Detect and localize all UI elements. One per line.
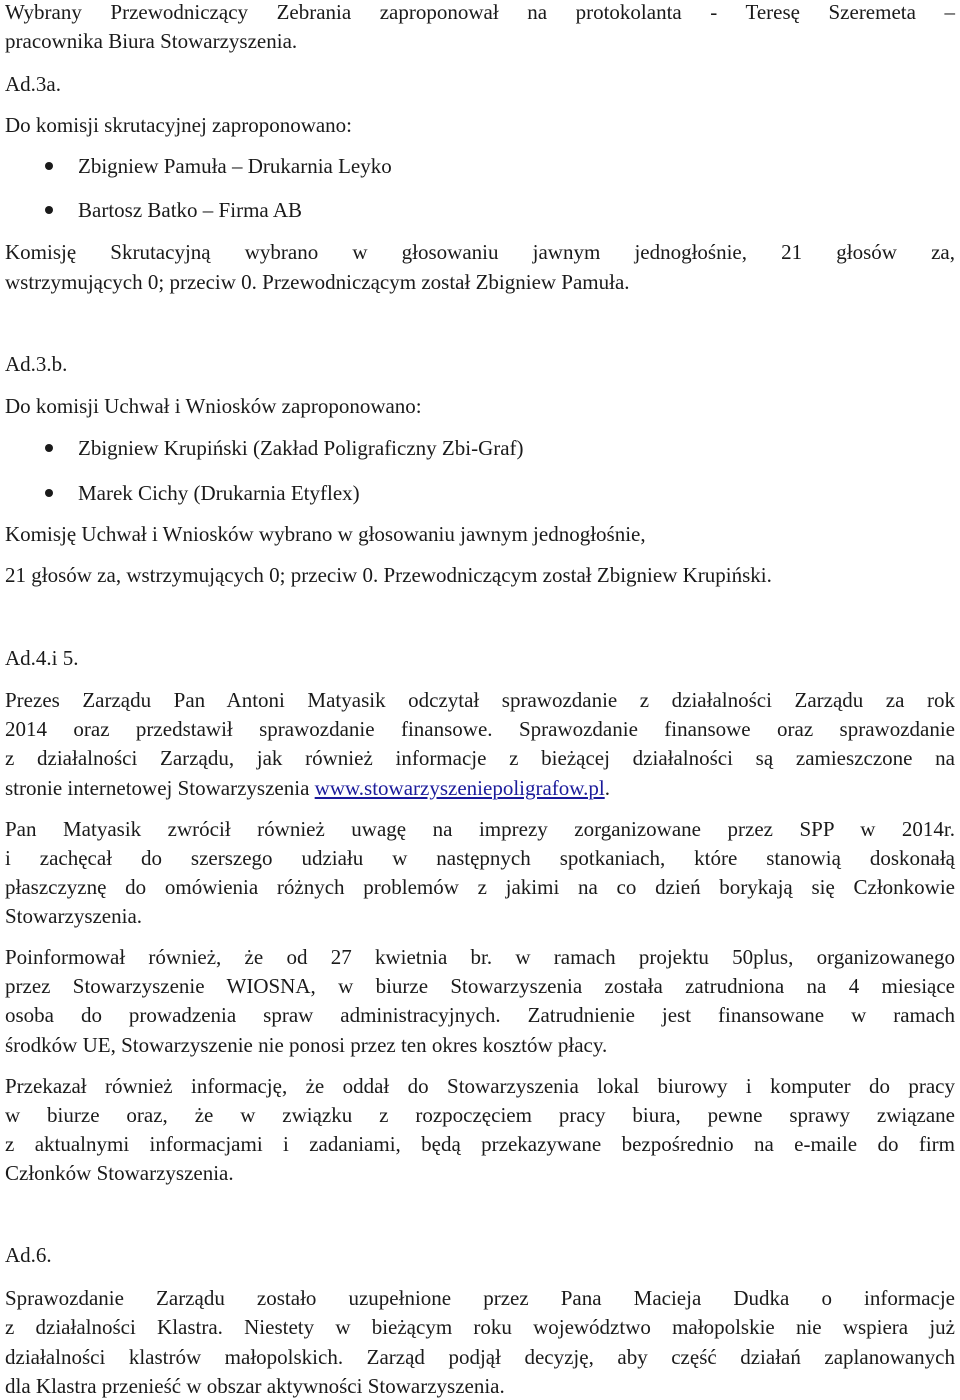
text-line: 21 głosów za, wstrzymujących 0; przeciw 0. Przewodniczącym został Zbigniew Krupiński. (5, 563, 772, 587)
text-line: i zachęcał do szerszego udziału w następnych spotkaniach, które stanowią doskonałą (5, 846, 955, 870)
list-item: Marek Cichy (Drukarnia Etyflex) (78, 481, 360, 505)
list-item: Bartosz Batko – Firma AB (78, 198, 302, 222)
text-line: Do komisji skrutacyjnej zaproponowano: (5, 113, 353, 137)
bullet-icon (45, 444, 53, 452)
section-heading-ad3b: Ad.3.b. (5, 352, 68, 376)
text-line: przez Stowarzyszenie WIOSNA, w biurze Stowarzyszenia została zatrudniona na 4 miesiące (5, 974, 955, 998)
text-line: z działalności Klastra. Niestety w bieżącym roku województwo małopolskie nie wspiera już (5, 1315, 955, 1339)
text-line: Pan Matyasik zwrócił również uwagę na imprezy zorganizowane przez SPP w 2014r. (5, 817, 955, 841)
text-line: Stowarzyszenia. (5, 904, 143, 928)
text-line: wstrzymujących 0; przeciw 0. Przewodniczącym został Zbigniew Pamuła. (5, 270, 630, 294)
text-line: pracownika Biura Stowarzyszenia. (5, 29, 298, 53)
text-line: Sprawozdanie Zarządu zostało uzupełnione przez Pana Macieja Dudka o informacje (5, 1286, 955, 1310)
bullet-icon (45, 206, 53, 214)
text-line: środków UE, Stowarzyszenie nie ponosi przez ten okres kosztów płacy. (5, 1033, 608, 1057)
text-segment: stronie internetowej Stowarzyszenia (5, 776, 315, 800)
text-line: Komisję Skrutacyjną wybrano w głosowaniu jawnym jednogłośnie, 21 głosów za, (5, 240, 955, 264)
text-line: 2014 oraz przedstawił sprawozdanie finansowe. Sprawozdanie finansowe oraz sprawozdanie (5, 717, 955, 741)
section-heading-ad3a: Ad.3a. (5, 72, 61, 96)
text-line: działalności klastrów małopolskich. Zarząd podjął decyzję, aby część działań zaplanowanych (5, 1345, 955, 1369)
section-heading-ad6: Ad.6. (5, 1243, 52, 1267)
text-line: osoba do prowadzenia spraw administracyjnych. Zatrudnienie jest finansowane w ramach (5, 1003, 955, 1027)
text-line: Do komisji Uchwał i Wniosków zaproponowano: (5, 394, 422, 418)
website-link[interactable]: www.stowarzyszeniepoligrafow.pl (314, 776, 605, 800)
text-line: Poinformował również, że od 27 kwietnia br. w ramach projektu 50plus, organizowanego (5, 945, 955, 969)
text-line: płaszczyznę do omówienia różnych problemów z jakimi na co dzień borykają się Członkowie (5, 875, 955, 899)
text-line: z aktualnymi informacjami i zadaniami, będą przekazywane bezpośrednio na e-maile do firm (5, 1132, 955, 1156)
section-heading-ad4-5: Ad.4.i 5. (5, 646, 79, 670)
text-line: Wybrany Przewodniczący Zebrania zaproponował na protokolanta - Teresę Szeremeta – (5, 0, 955, 24)
text-line: dla Klastra przenieść w obszar aktywności Stowarzyszenia. (5, 1374, 505, 1398)
text-line: Prezes Zarządu Pan Antoni Matyasik odczytał sprawozdanie z działalności Zarządu za rok (5, 688, 955, 712)
bullet-icon (45, 162, 53, 170)
text-line: Przekazał również informację, że oddał do Stowarzyszenia lokal biurowy i komputer do pracy (5, 1074, 955, 1098)
list-item: Zbigniew Krupiński (Zakład Poligraficzny Zbi-Graf) (78, 436, 524, 460)
text-line: w biurze oraz, że w związku z rozpoczęciem pracy biura, pewne sprawy związane (5, 1103, 955, 1127)
text-line: Członków Stowarzyszenia. (5, 1161, 234, 1185)
list-item: Zbigniew Pamuła – Drukarnia Leyko (78, 154, 392, 178)
text-segment: . (604, 776, 610, 800)
text-line: z działalności Zarządu, jak również informacje z bieżącej działalności są zamieszczone na (5, 746, 955, 770)
text-line: Komisję Uchwał i Wniosków wybrano w głosowaniu jawnym jednogłośnie, (5, 522, 646, 546)
bullet-icon (45, 489, 53, 497)
text-line (5, 776, 610, 800)
